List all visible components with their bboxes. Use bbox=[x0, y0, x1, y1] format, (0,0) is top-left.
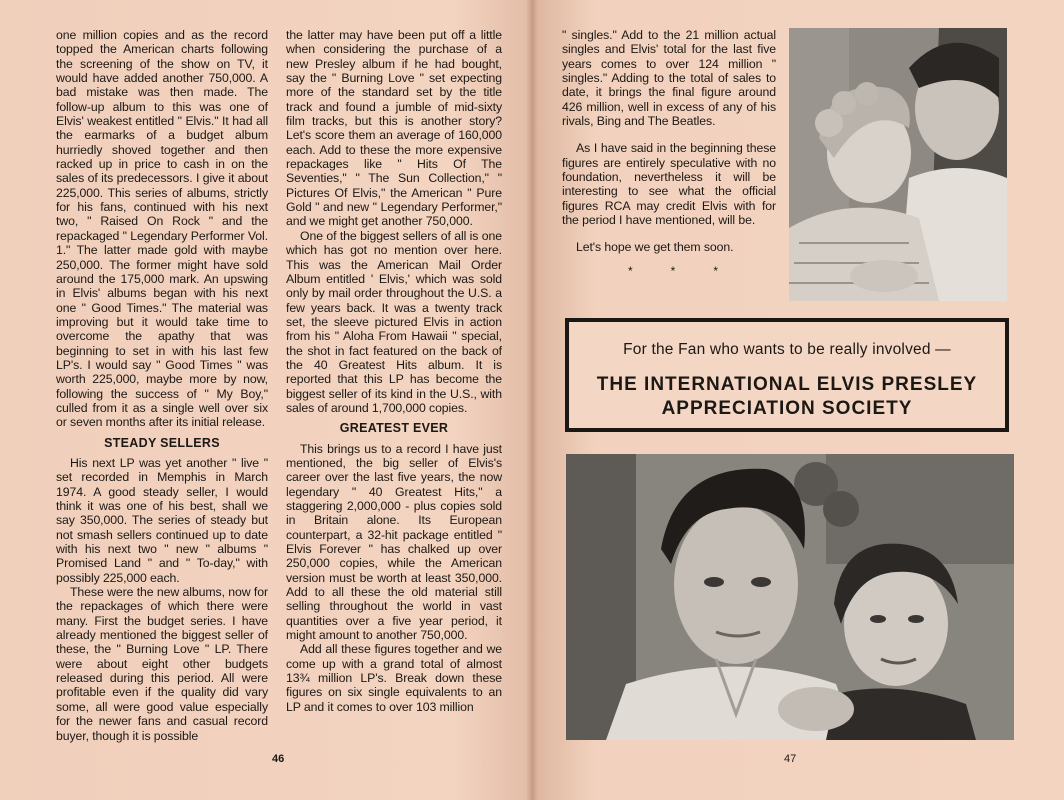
right-column bbox=[562, 28, 776, 255]
article-paragraph: Add all these figures together and we come up with a grand total of almost 13¾ million LP's. Break down these figures on six single equivalents to an LP and it comes to over 103 million bbox=[286, 642, 502, 714]
section-heading-steady-sellers: STEADY SELLERS bbox=[104, 435, 220, 450]
page-number-right: 47 bbox=[784, 753, 797, 765]
advert-title bbox=[568, 373, 1006, 421]
article-paragraph: This brings us to a record I have just mentioned, the big seller of Elvis's career over the last five years, the now legendary " 40 Greatest Hits," a staggering 2,000,000 - plus copies sold in Britain alone. Its European counterpart, a 32-hit package entitled " Elvis Forever " has chalked up over 250,000 copies, while the American version must be worth at least 350,000. Add to all these the old material still selling throughout the world in vast quantities over a five year period, it might amount to another 750,000. bbox=[286, 441, 502, 643]
article-paragraph: " singles." Add to the 21 million actual singles and Elvis' total for the last five years comes to over 124 million " singles." Adding to the total of sales to date, it brings the final figure around 426 million, well in excess of any of his rivals, Bing and The Beatles. bbox=[562, 28, 776, 129]
society-advert-box bbox=[565, 318, 1009, 432]
star-glyph: * bbox=[670, 264, 676, 278]
page-gutter bbox=[526, 0, 538, 800]
article-paragraph: As I have said in the beginning these figures are entirely speculative with no foundation, nevertheless it will be interesting to see what the official figures RCA may credit Elvis with for the period I have mentioned, will be. bbox=[562, 141, 776, 228]
article-paragraph: One of the biggest sellers of all is one which has got no mention over here. This was the American Mail Order Album entitled ' Elvis,' which was sold only by mail order throughout the U.S. a few years back. It was a twenty track set, the sleeve pictured Elvis in action from his " Aloha From Hawaii " special, the shot in fact featured on the back of the 40 Greatest Hits album. It is reported that this LP has become the biggest seller of its kind in the U.S., with sales of around 1,700,000 copies. bbox=[286, 228, 502, 415]
photo-couple-kiss bbox=[789, 28, 1007, 301]
star-glyph: * bbox=[628, 264, 633, 278]
photo-elvis-with-woman-illustration bbox=[566, 454, 1014, 740]
advert-tagline: For the Fan who wants to be really involved — bbox=[623, 341, 951, 358]
star-glyph: * bbox=[713, 264, 718, 278]
left-column-2 bbox=[286, 28, 502, 714]
left-column-1 bbox=[56, 28, 268, 743]
page-number-left: 46 bbox=[272, 753, 285, 765]
article-paragraph: These were the new albums, now for the repackages of which there were many. First the budget series. I have already mentioned the biggest seller of these, the " Burning Love " LP. There were about eight other budgets released during this period. All were profitable even if the quality did vary some, all were good value especially for the newer fans and casual record buyer, though it is possible bbox=[56, 585, 268, 743]
article-paragraph: His next LP was yet another " live " set recorded in Memphis in March 1974. A good steady seller, I would think it was one of his best, shall we say 350,000. The series of steady but not smash sellers continued up to date with his next two " new " albums " Promised Land " and " To-day," with possibly 225,000 each. bbox=[56, 455, 268, 585]
article-paragraph: one million copies and as the record topped the American charts following the screening of the show on TV, it would have added another 750,000. A bad mistake was then made. The follow-up album to this was one of Elvis' weakest entitled " Elvis." It had all the earmarks of a budget album hurriedly shoved together and then racked up in price to cash in on the sales of its predecessors. I give it about 225,000. This series of albums, strictly for his fans, continued with his next two, " Raised On Rock " and the repackaged " Legendary Performer Vol. 1." The latter made gold with maybe 250,000. The former might have sold around the 175,000 mark. An upswing in Elvis' albums began with his next one " Good Times." The material was improving but it would take time to overcome the apathy that was beginning to set in with his last few LP's. I would say " Good Times " was worth 225,000, maybe more by now, following the success of " My Boy," culled from it as a single well over six or seven months after its initial release. bbox=[56, 28, 268, 430]
advert-title-line: THE INTERNATIONAL ELVIS PRESLEY bbox=[596, 374, 978, 395]
article-paragraph: Let's hope we get them soon. bbox=[576, 240, 734, 255]
photo-couple-kiss-illustration bbox=[789, 28, 1007, 301]
photo-elvis-with-woman bbox=[566, 454, 1014, 740]
section-divider-stars bbox=[628, 264, 718, 278]
article-paragraph: the latter may have been put off a little when considering the purchase of a new Presley album if he had bought, say the " Burning Love " set expecting more of the standard set by the title track and found a jumble of mid-sixty film tracks, but this is another story? Let's score them an average of 160,000 each. Add to these the more expensive repackages like " Hits Of The Seventies," " The Sun Collection," " Pictures Of Elvis," the American " Pure Gold " and new " Legendary Performer," and we might get another 750,000. bbox=[286, 28, 502, 229]
advert-title-line: APPRECIATION SOCIETY bbox=[661, 398, 913, 419]
section-heading-greatest-ever: GREATEST EVER bbox=[339, 421, 449, 436]
